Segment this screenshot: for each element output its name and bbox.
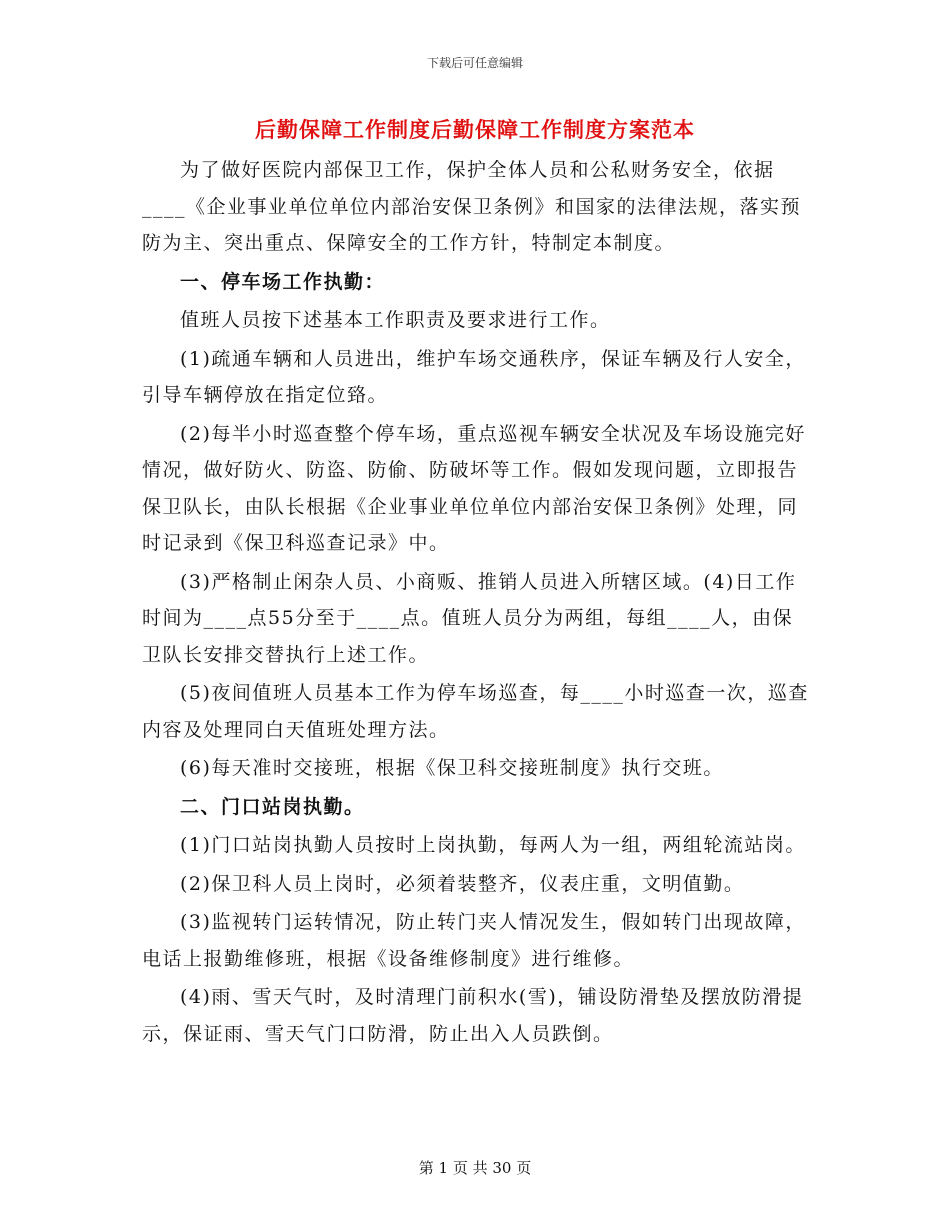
paragraph: 值班人员按下述基本工作职责及要求进行工作。 bbox=[180, 309, 611, 331]
intro-paragraph: 为了做好医院内部保卫工作，保护全体人员和公私财务安全，依据____《企业事业单位单位内部治安保卫条例》和国家的法律法规，落实预防为主、突出重点、保障安全的工作方针，特制定本制度。 bbox=[142, 159, 802, 254]
paragraph: (3)严格制止闲杂人员、小商贩、推销人员进入所辖区域。(4)日工作时间为____点55分至于____点。值班人员分为两组，每组____人，由保卫队长安排交替执行上述工作。 bbox=[142, 570, 797, 666]
document-body bbox=[142, 152, 810, 1052]
paragraph: (2)保卫科人员上岗时，必须着装整齐，仪表庄重，文明值勤。 bbox=[180, 872, 745, 895]
paragraph: (2)每半小时巡查整个停车场，重点巡视车辆安全状况及车场设施完好情况，做好防火、防盗、防偷、防破坏等工作。假如发现问题，立即报告保卫队长，由队长根据《企业事业单位单位内部治安保卫条例》处理，同时记录到《保卫科巡查记录》中。 bbox=[142, 422, 806, 554]
paragraph: (6)每天准时交接班，根据《保卫科交接班制度》执行交班。 bbox=[180, 757, 724, 779]
section-heading-gate: 二、门口站岗执勤。 bbox=[180, 795, 365, 818]
paragraph: (1)门口站岗执勤人员按时上岗执勤，每两人为一组，两组轮流站岗。 bbox=[180, 834, 806, 856]
section-heading-parking: 一、停车场工作执勤： bbox=[180, 270, 386, 293]
document-title: 后勤保障工作制度后勤保障工作制度方案范本 bbox=[255, 118, 695, 142]
paragraph: (5)夜间值班人员基本工作为停车场巡查，每____小时巡查一次，巡查内容及处理同白天值班处理方法。 bbox=[142, 682, 809, 741]
paragraph: (4)雨、雪天气时，及时清理门前积水(雪)，铺设防滑垫及摆放防滑提示，保证雨、雪天气门口防滑，防止出入人员跌倒。 bbox=[142, 986, 804, 1045]
page-footer: 第 1 页 共 30 页 bbox=[418, 1159, 532, 1177]
paragraph: (1)疏通车辆和人员进出，维护车场交通秩序，保证车辆及行人安全，引导车辆停放在指定位臵。 bbox=[142, 347, 806, 406]
paragraph: (3)监视转门运转情况，防止转门夹人情况发生，假如转门出现故障，电话上报勤维修班，根据《设备维修制度》进行维修。 bbox=[142, 911, 806, 970]
page-header-note: 下载后可任意编辑 bbox=[426, 56, 523, 70]
